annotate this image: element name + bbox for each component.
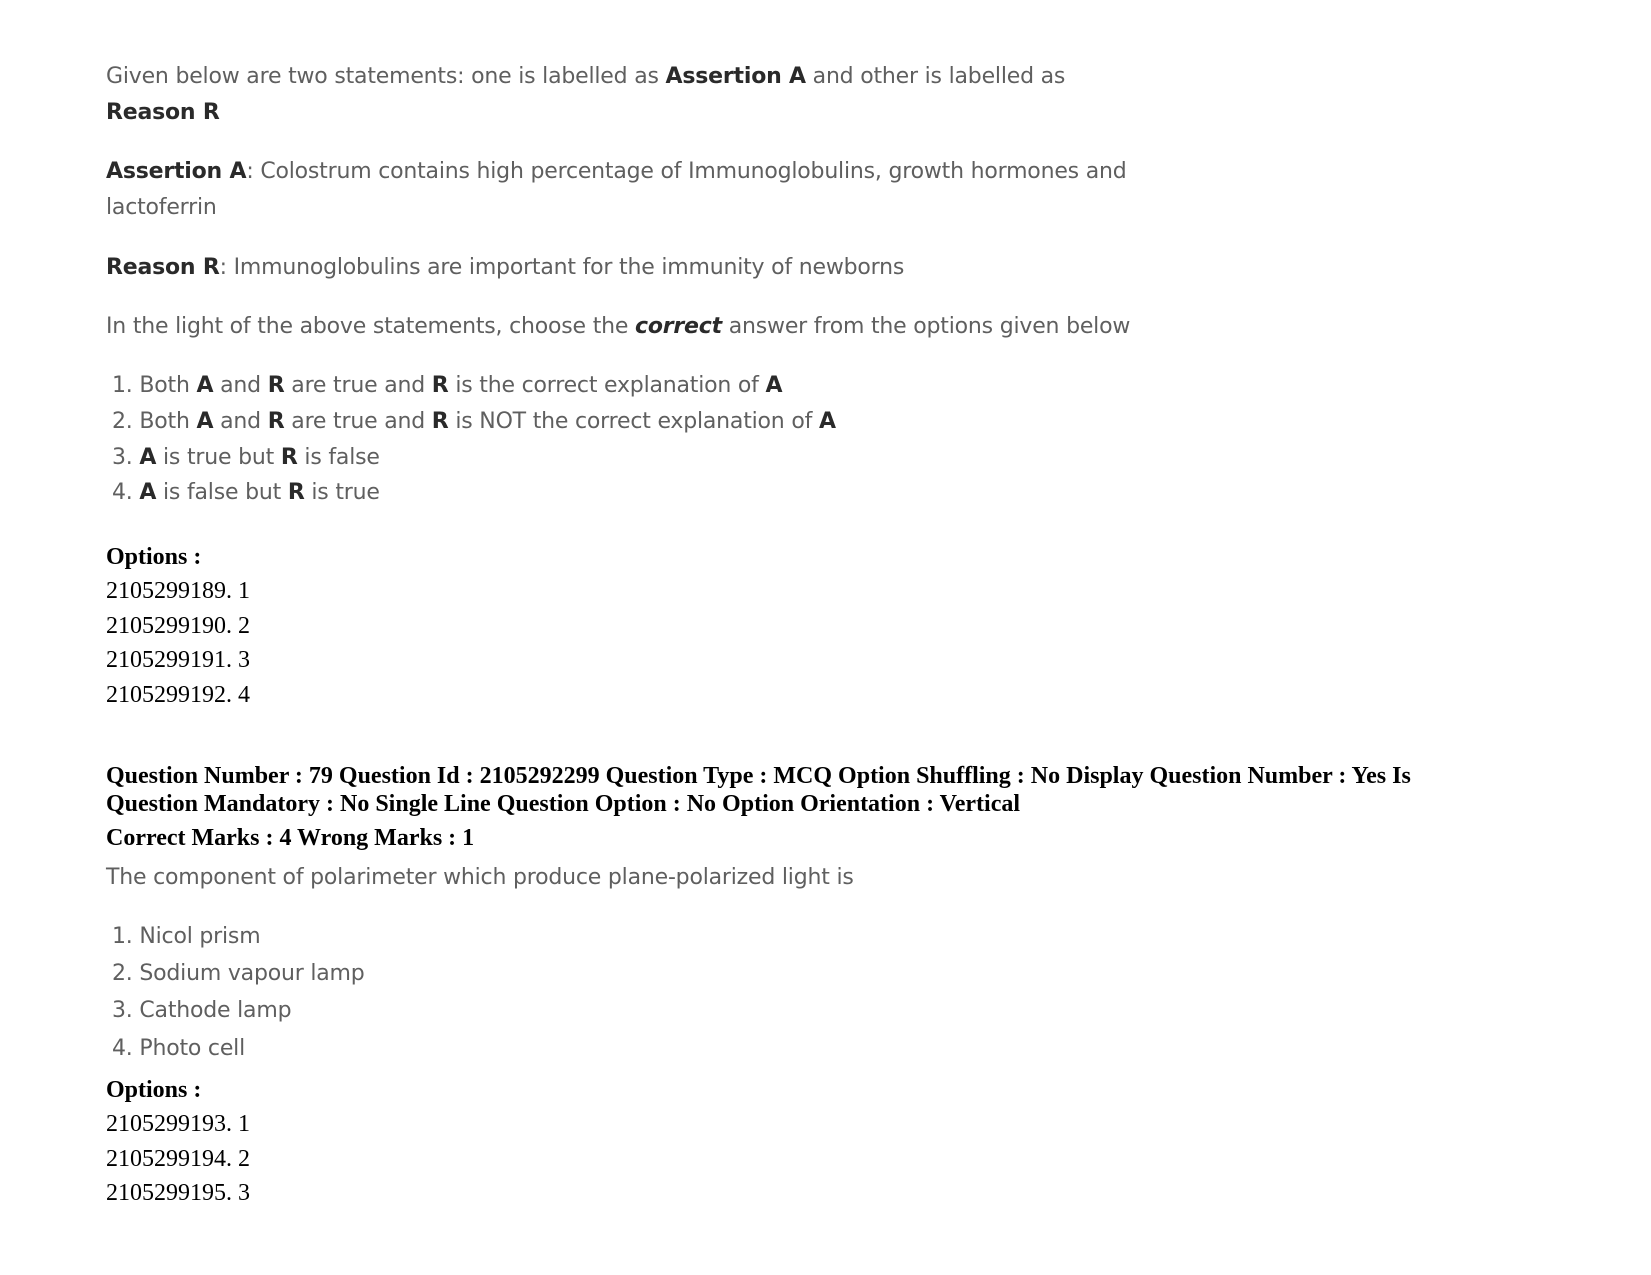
q78-instruction (106, 314, 1130, 339)
q78-intro-part2: and other is labelled as (812, 64, 1066, 89)
q78-choice-1 (112, 373, 782, 398)
choice-text: is true but (163, 445, 275, 470)
q79-choice-1: 1. Nicol prism (112, 924, 261, 949)
q78-intro-reason: Reason R (106, 100, 220, 125)
choice-bold: A (196, 409, 214, 434)
q78-assertion (106, 159, 1127, 184)
choice-text: and (220, 409, 261, 434)
q78-instruction-part1: In the light of the above statements, choose the (106, 314, 629, 339)
q79-question: The component of polarimeter which produce plane-polarized light is (106, 865, 854, 890)
q79-marks: Correct Marks : 4 Wrong Marks : 1 (106, 825, 475, 851)
q79-meta-line-1: Question Number : 79 Question Id : 2105292299 Question Type : MCQ Option Shuffling : No Display Question Number : Yes Is (106, 763, 1411, 789)
q79-choice-3: 3. Cathode lamp (112, 998, 292, 1023)
q78-assertion-text: : Colostrum contains high percentage of Immunoglobulins, growth hormones and (246, 159, 1127, 184)
choice-bold: A (818, 409, 836, 434)
choice-bold: A (196, 373, 214, 398)
choice-text: is false (304, 445, 380, 470)
q78-option-3: 2105299191. 3 (106, 647, 250, 673)
q79-options-label: Options : (106, 1077, 202, 1103)
q78-intro-line (106, 64, 1065, 89)
choice-text: is false but (163, 480, 282, 505)
choice-bold: R (287, 480, 305, 505)
q78-choice-4 (112, 480, 380, 505)
q78-option-2: 2105299190. 2 (106, 613, 250, 639)
choice-bold: R (280, 445, 298, 470)
q78-intro-assertion: Assertion A (665, 64, 806, 89)
q78-choice-3 (112, 445, 380, 470)
q78-assertion-text-2: lactoferrin (106, 195, 217, 220)
q78-assertion-cont (106, 195, 217, 220)
choice-text: is NOT the correct explanation of (455, 409, 813, 434)
q78-assertion-label: Assertion A (106, 159, 247, 184)
choice-bold: A (765, 373, 783, 398)
q78-reason (106, 255, 904, 280)
q79-choice-2: 2. Sodium vapour lamp (112, 961, 365, 986)
choice-number: 4. (112, 480, 133, 505)
q78-options-label: Options : (106, 544, 202, 570)
q78-choice-2 (112, 409, 836, 434)
q78-reason-label: Reason R (106, 255, 220, 280)
choice-bold: R (267, 409, 285, 434)
choice-number: 2. (112, 409, 133, 434)
choice-text: Both (139, 373, 190, 398)
q78-option-4: 2105299192. 4 (106, 682, 250, 708)
choice-bold: R (431, 373, 449, 398)
q79-option-1: 2105299193. 1 (106, 1111, 250, 1137)
q78-intro-part1: Given below are two statements: one is labelled as (106, 64, 659, 89)
choice-text: and (220, 373, 261, 398)
q79-option-2: 2105299194. 2 (106, 1146, 250, 1172)
choice-text: is true (311, 480, 380, 505)
choice-bold: A (139, 480, 157, 505)
q78-instruction-part2: answer from the options given below (728, 314, 1131, 339)
q78-intro-line-2 (106, 100, 220, 125)
choice-number: 3. (112, 445, 133, 470)
choice-text: Both (139, 409, 190, 434)
q78-instruction-emph: correct (635, 314, 722, 339)
choice-text: are true and (291, 373, 425, 398)
q78-reason-text: : Immunoglobulins are important for the immunity of newborns (219, 255, 905, 280)
choice-text: are true and (291, 409, 425, 434)
q79-meta-line-2: Question Mandatory : No Single Line Question Option : No Option Orientation : Vertical (106, 791, 1021, 817)
q79-choice-4: 4. Photo cell (112, 1036, 245, 1061)
choice-text: is the correct explanation of (455, 373, 759, 398)
q78-option-1: 2105299189. 1 (106, 578, 250, 604)
choice-bold: A (139, 445, 157, 470)
choice-bold: R (267, 373, 285, 398)
q79-option-3: 2105299195. 3 (106, 1180, 250, 1206)
choice-bold: R (431, 409, 449, 434)
choice-number: 1. (112, 373, 133, 398)
